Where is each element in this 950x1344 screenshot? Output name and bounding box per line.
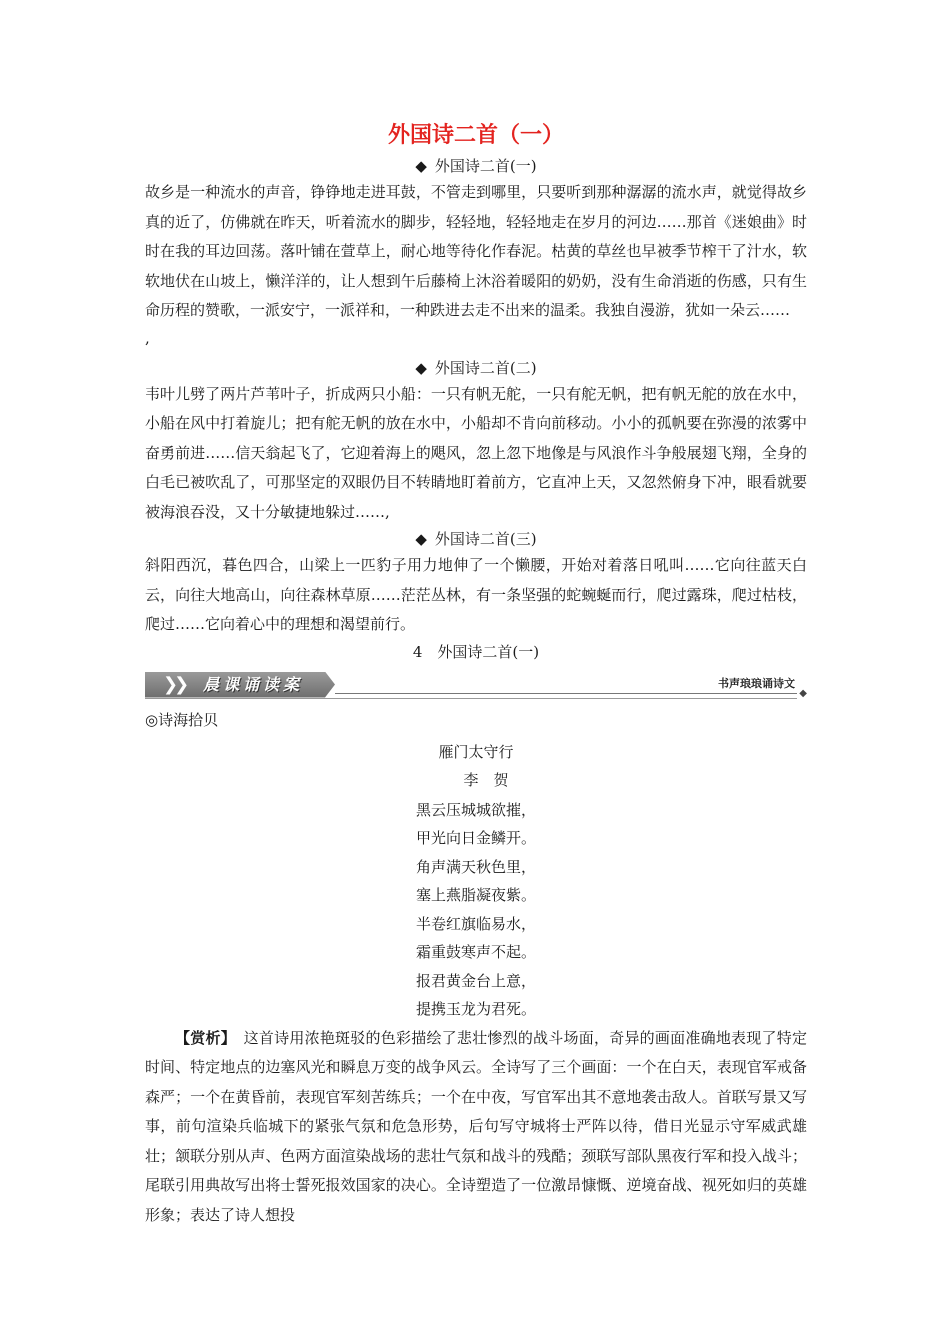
poem-line: 半卷红旗临易水， bbox=[415, 914, 536, 933]
document-content bbox=[145, 118, 807, 1230]
banner-divider bbox=[335, 693, 797, 694]
banner-divider bbox=[145, 698, 797, 699]
section-heading-text: 外国诗二首(三) bbox=[434, 530, 537, 548]
poem-line: 报君黄金台上意， bbox=[415, 971, 536, 990]
analysis-text: 这首诗用浓艳斑驳的色彩描绘了悲壮惨烈的战斗场面，奇异的画面准确地表现了特定时间、特定地点的边塞风光和瞬息万变的战争风云。全诗写了三个画面：一个在白天，表现官军戒备森严；一个在黄昏前，表现官军刻苦练兵；一个在中夜，写官军出其不意地袭击敌人。首联写景又写事，前句渲染兵临城下的紧张气氛和危急形势，后句写守城将士严阵以待，借日光显示守军威武雄壮；颔联分别从声、色两方面渲染战场的悲壮气氛和战斗的残酷；颈联写部队黑夜行军和投入战斗；尾联引用典故写出将士誓死报效国家的决心。全诗塑造了一位激昂慷慨、逆境奋战、视死如归的英雄形象；表达了诗人想投 bbox=[145, 1028, 807, 1224]
section-heading-2 bbox=[145, 356, 807, 380]
diamond-icon: ◆ bbox=[799, 687, 807, 699]
section-banner bbox=[145, 672, 807, 700]
section-heading-1 bbox=[145, 154, 807, 178]
diamond-icon: ◆ bbox=[415, 157, 427, 175]
poem-lines bbox=[416, 796, 536, 1024]
section-heading-text: 外国诗二首(二) bbox=[434, 358, 537, 377]
poem-line: 霜重鼓寒声不起。 bbox=[415, 943, 536, 961]
poem-author: 李 贺 bbox=[463, 770, 509, 789]
section-paragraph-3: 斜阳西沉，暮色四合，山梁上一匹豹子用力地伸了一个懒腰，开始对着落日吼叫……它向往蓝天白云，向往大地高山，向往森林草原……茫茫丛林，有一条坚强的蛇蜿蜒而行，爬过露珠，爬过枯枝，爬过……它向着心中的理想和渴望前行。 bbox=[145, 556, 807, 633]
analysis-label: 【赏析】 bbox=[175, 1028, 229, 1047]
trailing-comma: , bbox=[145, 328, 150, 347]
poem-body bbox=[145, 796, 807, 1024]
chevron-right-icon: ❯❯ bbox=[163, 673, 186, 695]
page-title: 外国诗二首（一） bbox=[387, 122, 564, 148]
diamond-icon: ◆ bbox=[415, 530, 427, 548]
section-heading-3 bbox=[145, 527, 807, 551]
section-heading-text: 外国诗二首(一) bbox=[434, 157, 537, 175]
poem-line: 塞上燕脂凝夜紫。 bbox=[415, 886, 536, 904]
diamond-icon: ◆ bbox=[415, 358, 427, 377]
banner-label: 晨课诵读案 bbox=[203, 674, 304, 694]
section-paragraph-2: 韦叶儿劈了两片芦苇叶子，折成两只小船：一只有帆无舵，一只有舵无帆，把有帆无舵的放在水中，小船在风中打着旋儿；把有舵无帆的放在水中，小船却不肯向前移动。小小的孤帆要在弥漫的浓雾中奋勇前进……信天翁起飞了，它迎着海上的飓风，忽上忽下地像是与风浪作斗争般展翅飞翔，全身的白毛已被吹乱了，可那坚定的双眼仍目不转睛地盯着前方，它直冲上天，又忽然俯身下冲，眼看就要被海浪吞没，又十分敏捷地躲过……, bbox=[145, 384, 807, 521]
banner-right-text: 书声琅琅诵诗文 bbox=[718, 676, 795, 690]
analysis-paragraph bbox=[145, 1024, 807, 1231]
subhead: ◎诗海拾贝 bbox=[145, 710, 219, 729]
poem-line: 角声满天秋色里， bbox=[415, 857, 536, 876]
poem-line: 甲光向日金鳞开。 bbox=[415, 829, 536, 847]
poem-title: 雁门太守行 bbox=[438, 742, 514, 761]
poem-line: 黑云压城城欲摧， bbox=[415, 800, 536, 819]
section-paragraph-1: 故乡是一种流水的声音，铮铮地走进耳鼓，不管走到哪里，只要听到那种潺潺的流水声，就觉得故乡真的近了，仿佛就在昨天，听着流水的脚步，轻轻地，轻轻地走在岁月的河边……那首《迷娘曲》时时在我的耳边回荡。落叶铺在萱草上，耐心地等待化作春泥。枯黄的草丝也早被季节榨干了汁水，软软地伏在山坡上，懒洋洋的，让人想到午后藤椅上沐浴着暖阳的奶奶，没有生命消逝的伤感，只有生命历程的赞歌，一派安宁，一派祥和，一种跌进去走不出来的温柔。我独自漫游，犹如一朵云…… bbox=[145, 183, 807, 319]
poem-line: 提携玉龙为君死。 bbox=[415, 1000, 536, 1018]
lesson-heading: 4 外国诗二首(一) bbox=[412, 642, 540, 661]
